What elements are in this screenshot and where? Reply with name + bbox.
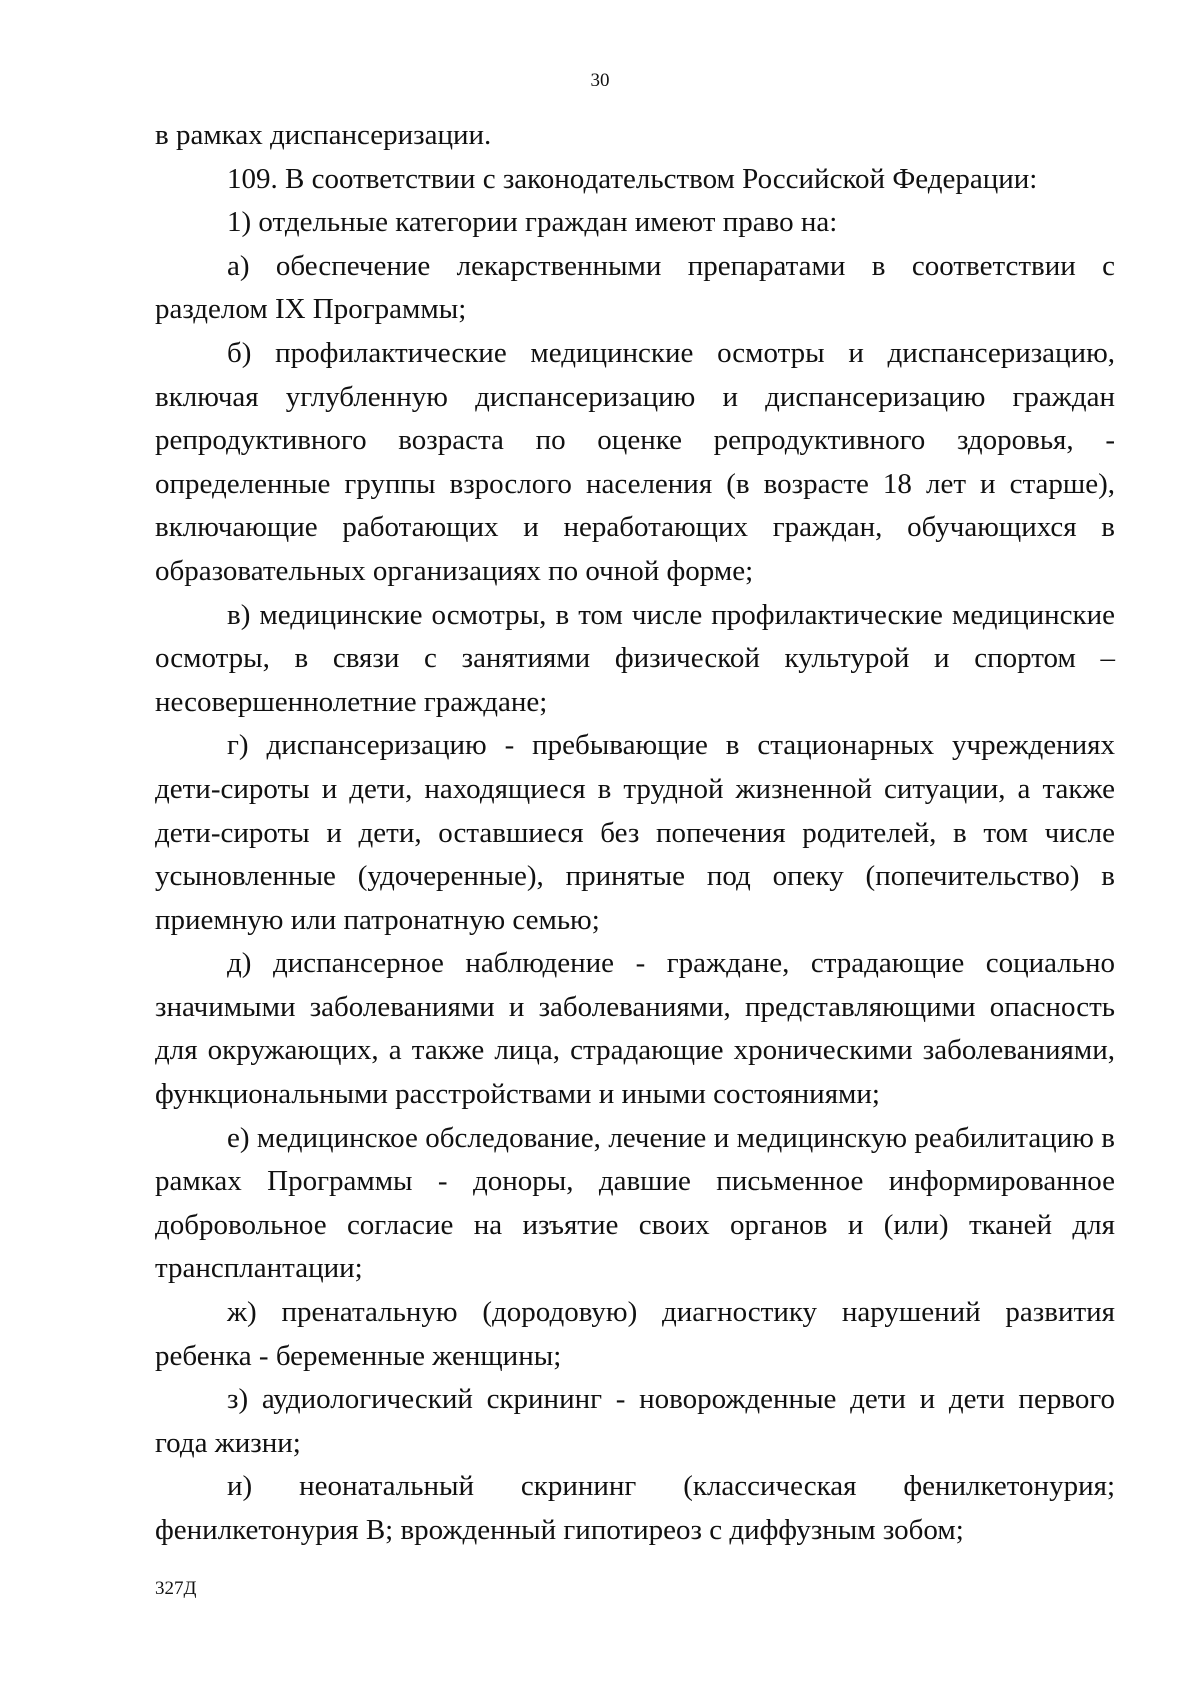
paragraph-subitem-v: в) медицинские осмотры, в том числе профилактические медицинские осмотры, в связи с занятиями физической культурой и спортом – несовершеннолетние граждане;	[155, 598, 1115, 718]
paragraph-subitem-d: д) диспансерное наблюдение - граждане, страдающие социально значимыми заболеваниями и заболеваниями, представляющими опасность для окружающих, а также лица, страдающие хроническими заболеваниями, функциональными расстройствами и иными состояниями;	[155, 947, 1115, 1111]
document-body	[155, 114, 1115, 1553]
paragraph-item-109: 109. В соответствии с законодательством Российской Федерации:	[227, 162, 1038, 195]
document-code: 327Д	[155, 1578, 197, 1599]
paragraph-subitem-z: з) аудиологический скрининг - новорожденные дети и дети первого года жизни;	[155, 1383, 1115, 1459]
paragraph-subitem-b: б) профилактические медицинские осмотры и диспансеризацию, включая углубленную диспансеризацию и диспансеризацию граждан репродуктивного возраста по оценке репродуктивного здоровья, - определенные группы взрослого населения (в возрасте 18 лет и старше), включающие работающих и неработающих граждан, обучающихся в образовательных организациях по очной форме;	[155, 336, 1115, 587]
paragraph-subitem-zh: ж) пренатальную (дородовую) диагностику нарушений развития ребенка - беременные женщины;	[155, 1296, 1115, 1372]
paragraph-subitem-1: 1) отдельные категории граждан имеют право на:	[227, 206, 838, 239]
paragraph-subitem-e: е) медицинское обследование, лечение и медицинскую реабилитацию в рамках Программы - доноры, давшие письменное информированное добровольное согласие на изъятие своих органов и (или) тканей для трансплантации;	[155, 1121, 1115, 1285]
paragraph-subitem-g: г) диспансеризацию - пребывающие в стационарных учреждениях дети-сироты и дети, находящиеся в трудной жизненной ситуации, а также дети-сироты и дети, оставшиеся без попечения родителей, в том числе усыновленные (удочеренные), принятые под опеку (попечительство) в приемную или патронатную семью;	[155, 729, 1115, 936]
paragraph-continuation: в рамках диспансеризации.	[155, 119, 492, 151]
paragraph-subitem-a: а) обеспечение лекарственными препаратами в соответствии с разделом IX Программы;	[155, 249, 1115, 326]
page-number: 30	[590, 70, 610, 91]
paragraph-subitem-i: и) неонатальный скрининг (классическая фенилкетонурия; фенилкетонурия B; врожденный гипотиреоз с диффузным зобом;	[155, 1470, 1115, 1546]
